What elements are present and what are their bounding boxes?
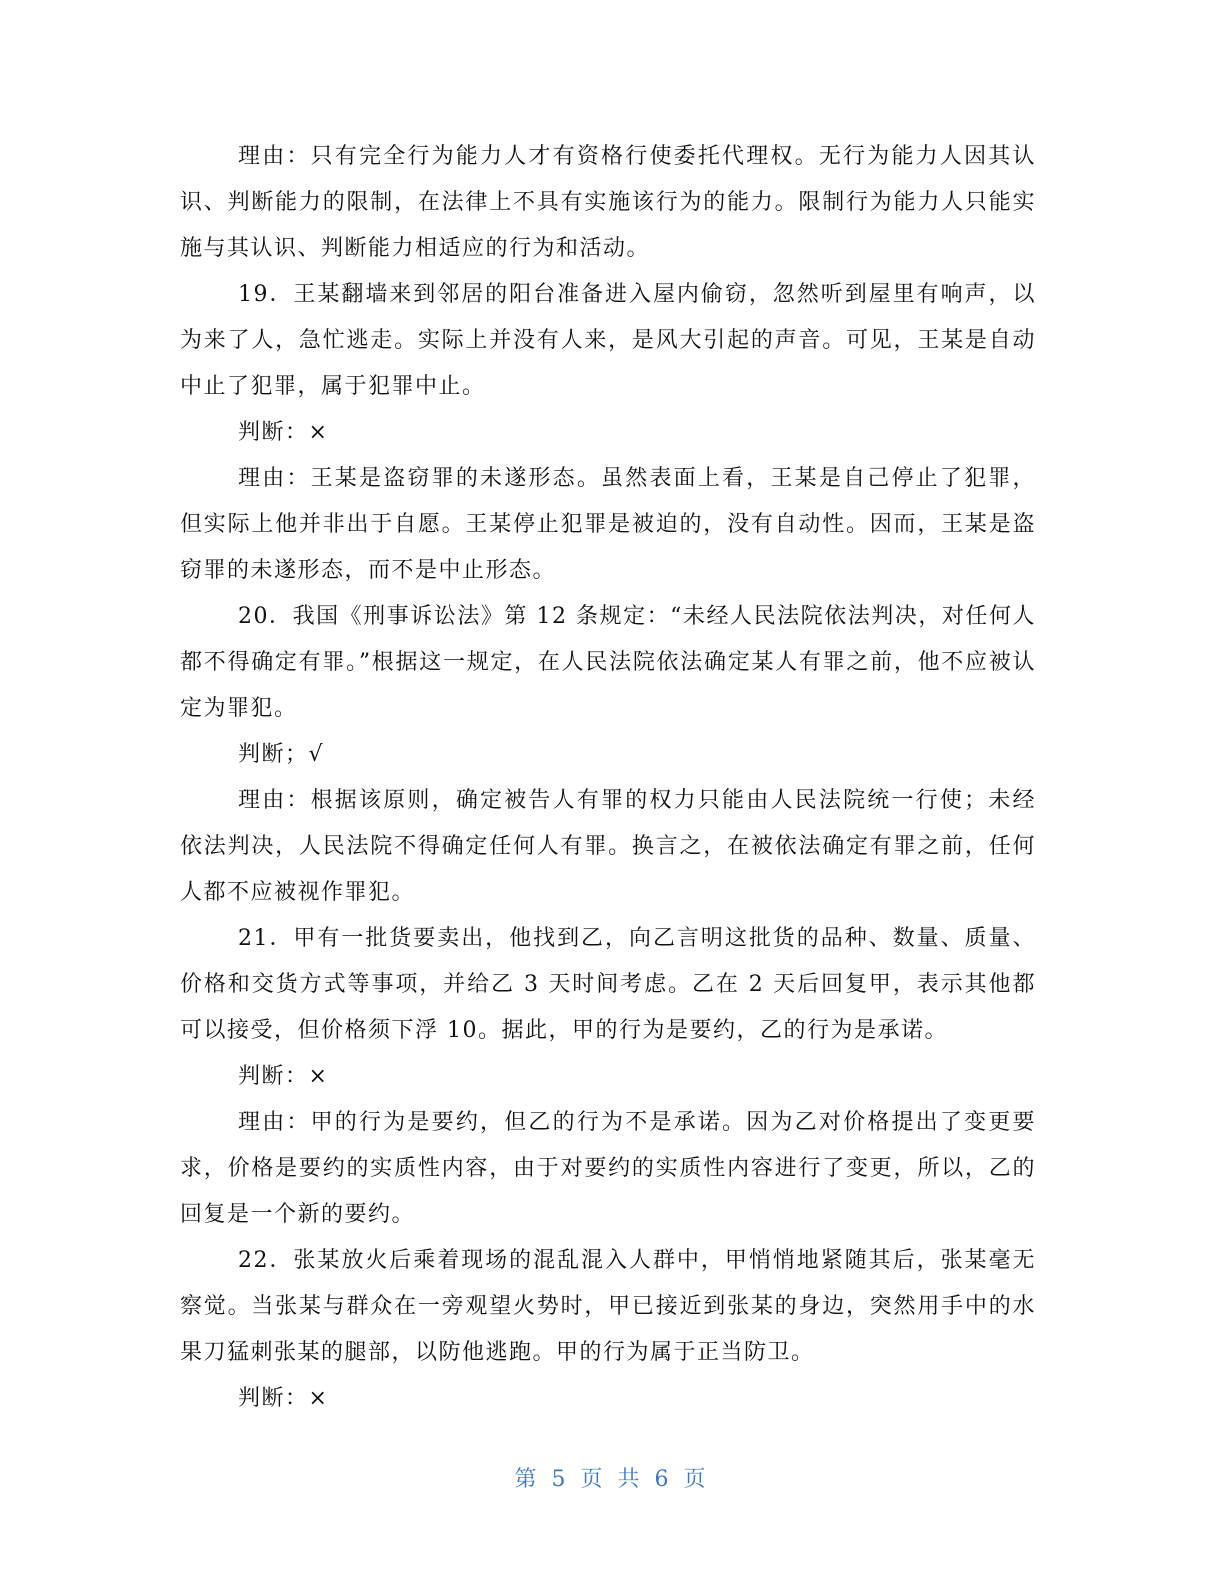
page-number-footer: 第 5 页 共 6 页 [514,1467,710,1492]
paragraph-question-19: 19．王某翻墙来到邻居的阳台准备进入屋内偷窃，忽然听到屋里有响声，以为来了人，急忙逃走。实际上并没有人来，是风大引起的声音。可见，王某是自动中止了犯罪，属于犯罪中止。 [180,282,1036,399]
paragraph-judgment-20: 判断；√ [238,742,325,767]
paragraph-reason-21: 理由：甲的行为是要约，但乙的行为不是承诺。因为乙对价格提出了变更要求，价格是要约的实质性内容，由于对要约的实质性内容进行了变更，所以，乙的回复是一个新的要约。 [180,1110,1036,1227]
paragraph-question-20: 20．我国《刑事诉讼法》第 12 条规定：“未经人民法院依法判决，对任何人都不得确定有罪。”根据这一规定，在人民法院依法确定某人有罪之前，他不应被认定为罪犯。 [180,604,1036,721]
paragraph-reason-19: 理由：王某是盗窃罪的未遂形态。虽然表面上看，王某是自己停止了犯罪，但实际上他并非出于自愿。王某停止犯罪是被迫的，没有自动性。因而，王某是盗窃罪的未遂形态，而不是中止形态。 [180,466,1036,583]
paragraph-reason-1: 理由：只有完全行为能力人才有资格行使委托代理权。无行为能力人因其认识、判断能力的限制，在法律上不具有实施该行为的能力。限制行为能力人只能实施与其认识、判断能力相适应的行为和活动。 [180,144,1036,261]
paragraph-judgment-19: 判断：× [238,420,329,445]
paragraph-question-21: 21．甲有一批货要卖出，他找到乙，向乙言明这批货的品种、数量、质量、价格和交货方式等事项，并给乙 3 天时间考虑。乙在 2 天后回复甲，表示其他都可以接受，但价格须下浮 10。据此，甲的行为是要约，乙的行为是承诺。 [180,926,1036,1043]
paragraph-question-22: 22．张某放火后乘着现场的混乱混入人群中，甲悄悄地紧随其后，张某毫无察觉。当张某与群众在一旁观望火势时，甲已接近到张某的身边，突然用手中的水果刀猛刺张某的腿部，以防他逃跑。甲的行为属于正当防卫。 [180,1248,1036,1365]
document-body [180,134,1036,1422]
paragraph-judgment-21: 判断：× [238,1064,329,1089]
paragraph-judgment-22: 判断：× [238,1386,329,1411]
paragraph-reason-20: 理由：根据该原则，确定被告人有罪的权力只能由人民法院统一行使；未经依法判决，人民法院不得确定任何人有罪。换言之，在被依法确定有罪之前，任何人都不应被视作罪犯。 [180,788,1036,905]
